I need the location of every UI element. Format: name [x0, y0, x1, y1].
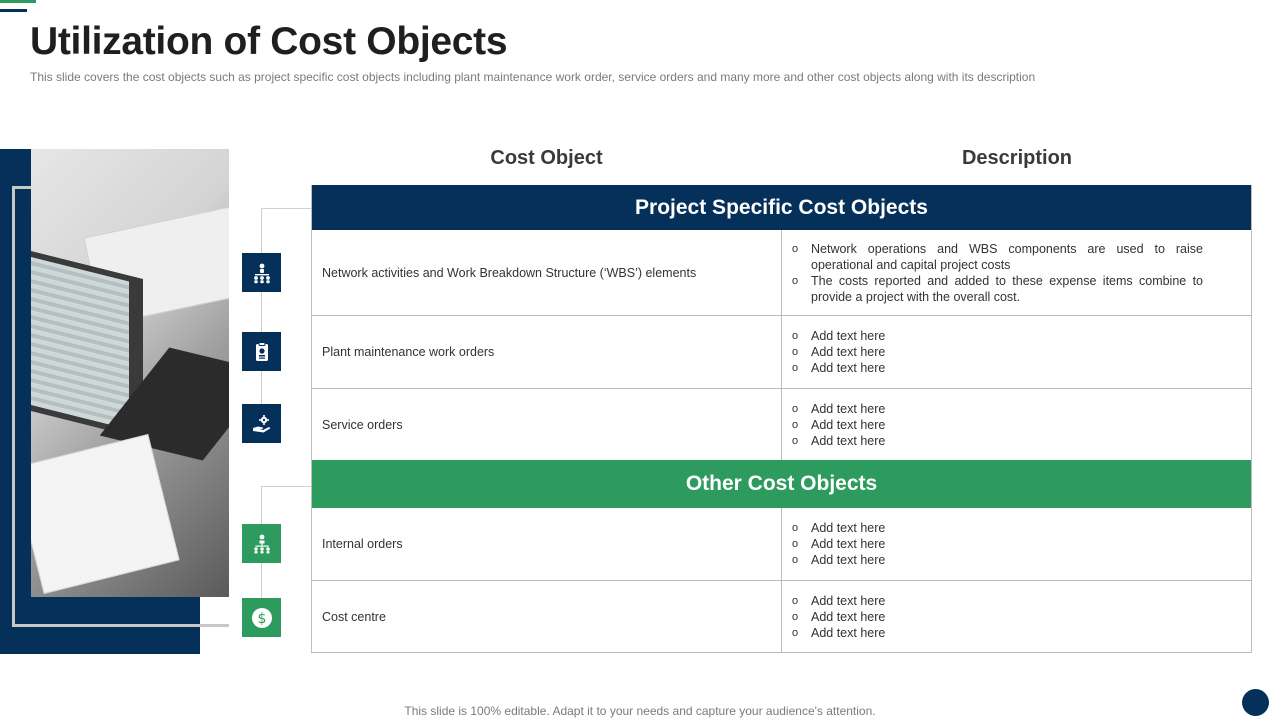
table-row: [312, 580, 1251, 652]
slide-footer: This slide is 100% editable. Adapt it to your needs and capture your audience's attention.: [404, 704, 876, 718]
slide-subtitle: This slide covers the cost objects such as project specific cost objects including plant maintenance work order, service orders and many more and other cost objects along with its description: [30, 70, 1036, 84]
bullet-marker: o: [792, 610, 799, 623]
description-cell: [782, 316, 1251, 388]
bullet-item: [792, 360, 1203, 376]
description-cell: [782, 389, 1251, 460]
bullet-text: Add text here: [811, 433, 886, 448]
bullet-marker: o: [792, 522, 799, 534]
bullet-item: [792, 241, 1203, 273]
section-header-other: Other Cost Objects: [312, 460, 1251, 508]
bullet-text: Add text here: [811, 521, 886, 535]
bullet-item: [792, 552, 1203, 568]
cost-object-cell: Network activities and Work Breakdown Structure (‘WBS’) elements: [312, 230, 782, 315]
connector-line-project-top: [261, 208, 311, 209]
description-cell: [782, 230, 1251, 315]
bullet-text: Add text here: [811, 329, 886, 343]
clipboard-icon: [242, 332, 281, 371]
bullet-item: [792, 417, 1203, 433]
bullet-text: Add text here: [811, 609, 886, 624]
bullet-text: The costs reported and added to these expense items combine to provide a project with the overall cost.: [811, 273, 1203, 304]
table-row: [312, 388, 1251, 460]
hand-gear-icon: [242, 404, 281, 443]
bullet-marker: o: [792, 330, 799, 342]
bullet-item: [792, 625, 1203, 641]
team-hierarchy-icon: [242, 253, 281, 292]
cost-object-cell: Plant maintenance work orders: [312, 316, 782, 388]
bullet-item: [792, 609, 1203, 625]
bullet-text: Add text here: [811, 553, 886, 567]
laptop-screen: [31, 256, 129, 429]
bullet-item: [792, 401, 1203, 417]
laptop-photo: [31, 149, 229, 597]
bullet-item: [792, 593, 1203, 609]
bullet-marker: o: [792, 538, 799, 550]
bullet-marker: o: [792, 418, 799, 431]
cost-object-cell: Internal orders: [312, 508, 782, 580]
bullet-marker: o: [792, 362, 799, 374]
bullet-item: [792, 433, 1203, 449]
description-cell: [782, 581, 1251, 652]
slide-title: Utilization of Cost Objects: [30, 20, 508, 63]
svg-text:$: $: [257, 610, 266, 627]
cost-object-cell: Cost centre: [312, 581, 782, 652]
bullet-text: Add text here: [811, 593, 886, 608]
column-header-cost-object: Cost Object: [490, 147, 603, 169]
column-header-description: Description: [961, 147, 1073, 169]
cost-objects-table: [311, 185, 1252, 653]
bullet-text: Add text here: [811, 625, 886, 640]
bullet-marker: o: [792, 554, 799, 566]
dollar-icon: [242, 598, 281, 637]
bullet-marker: o: [792, 274, 799, 287]
bullet-marker: o: [792, 434, 799, 447]
bullet-text: Add text here: [811, 345, 886, 359]
bullet-text: Add text here: [811, 537, 886, 551]
bullet-marker: o: [792, 594, 799, 607]
bullet-item: [792, 520, 1203, 536]
bullet-marker: o: [792, 626, 799, 639]
table-row: [312, 315, 1251, 388]
description-cell: [782, 508, 1251, 580]
top-accent-green: [0, 0, 36, 3]
bullet-text: Add text here: [811, 401, 886, 416]
table-row: [312, 230, 1251, 315]
org-chart-icon: [242, 524, 281, 563]
notes-paper-shape: [31, 434, 180, 594]
bullet-item: [792, 273, 1203, 305]
bullet-item: [792, 344, 1203, 360]
cost-object-cell: Service orders: [312, 389, 782, 460]
top-accent-navy: [0, 9, 27, 12]
section-header-project-specific: Project Specific Cost Objects: [312, 185, 1251, 230]
table-row: [312, 508, 1251, 580]
bullet-item: [792, 536, 1203, 552]
navigation-dot[interactable]: [1242, 689, 1269, 716]
bullet-text: Add text here: [811, 417, 886, 432]
bullet-text: Network operations and WBS components are used to raise operational and capital project costs: [811, 241, 1203, 272]
bullet-text: Add text here: [811, 361, 886, 375]
bullet-marker: o: [792, 402, 799, 415]
bullet-marker: o: [792, 242, 799, 255]
connector-line-other-top: [261, 486, 311, 487]
bullet-item: [792, 328, 1203, 344]
bullet-marker: o: [792, 346, 799, 358]
